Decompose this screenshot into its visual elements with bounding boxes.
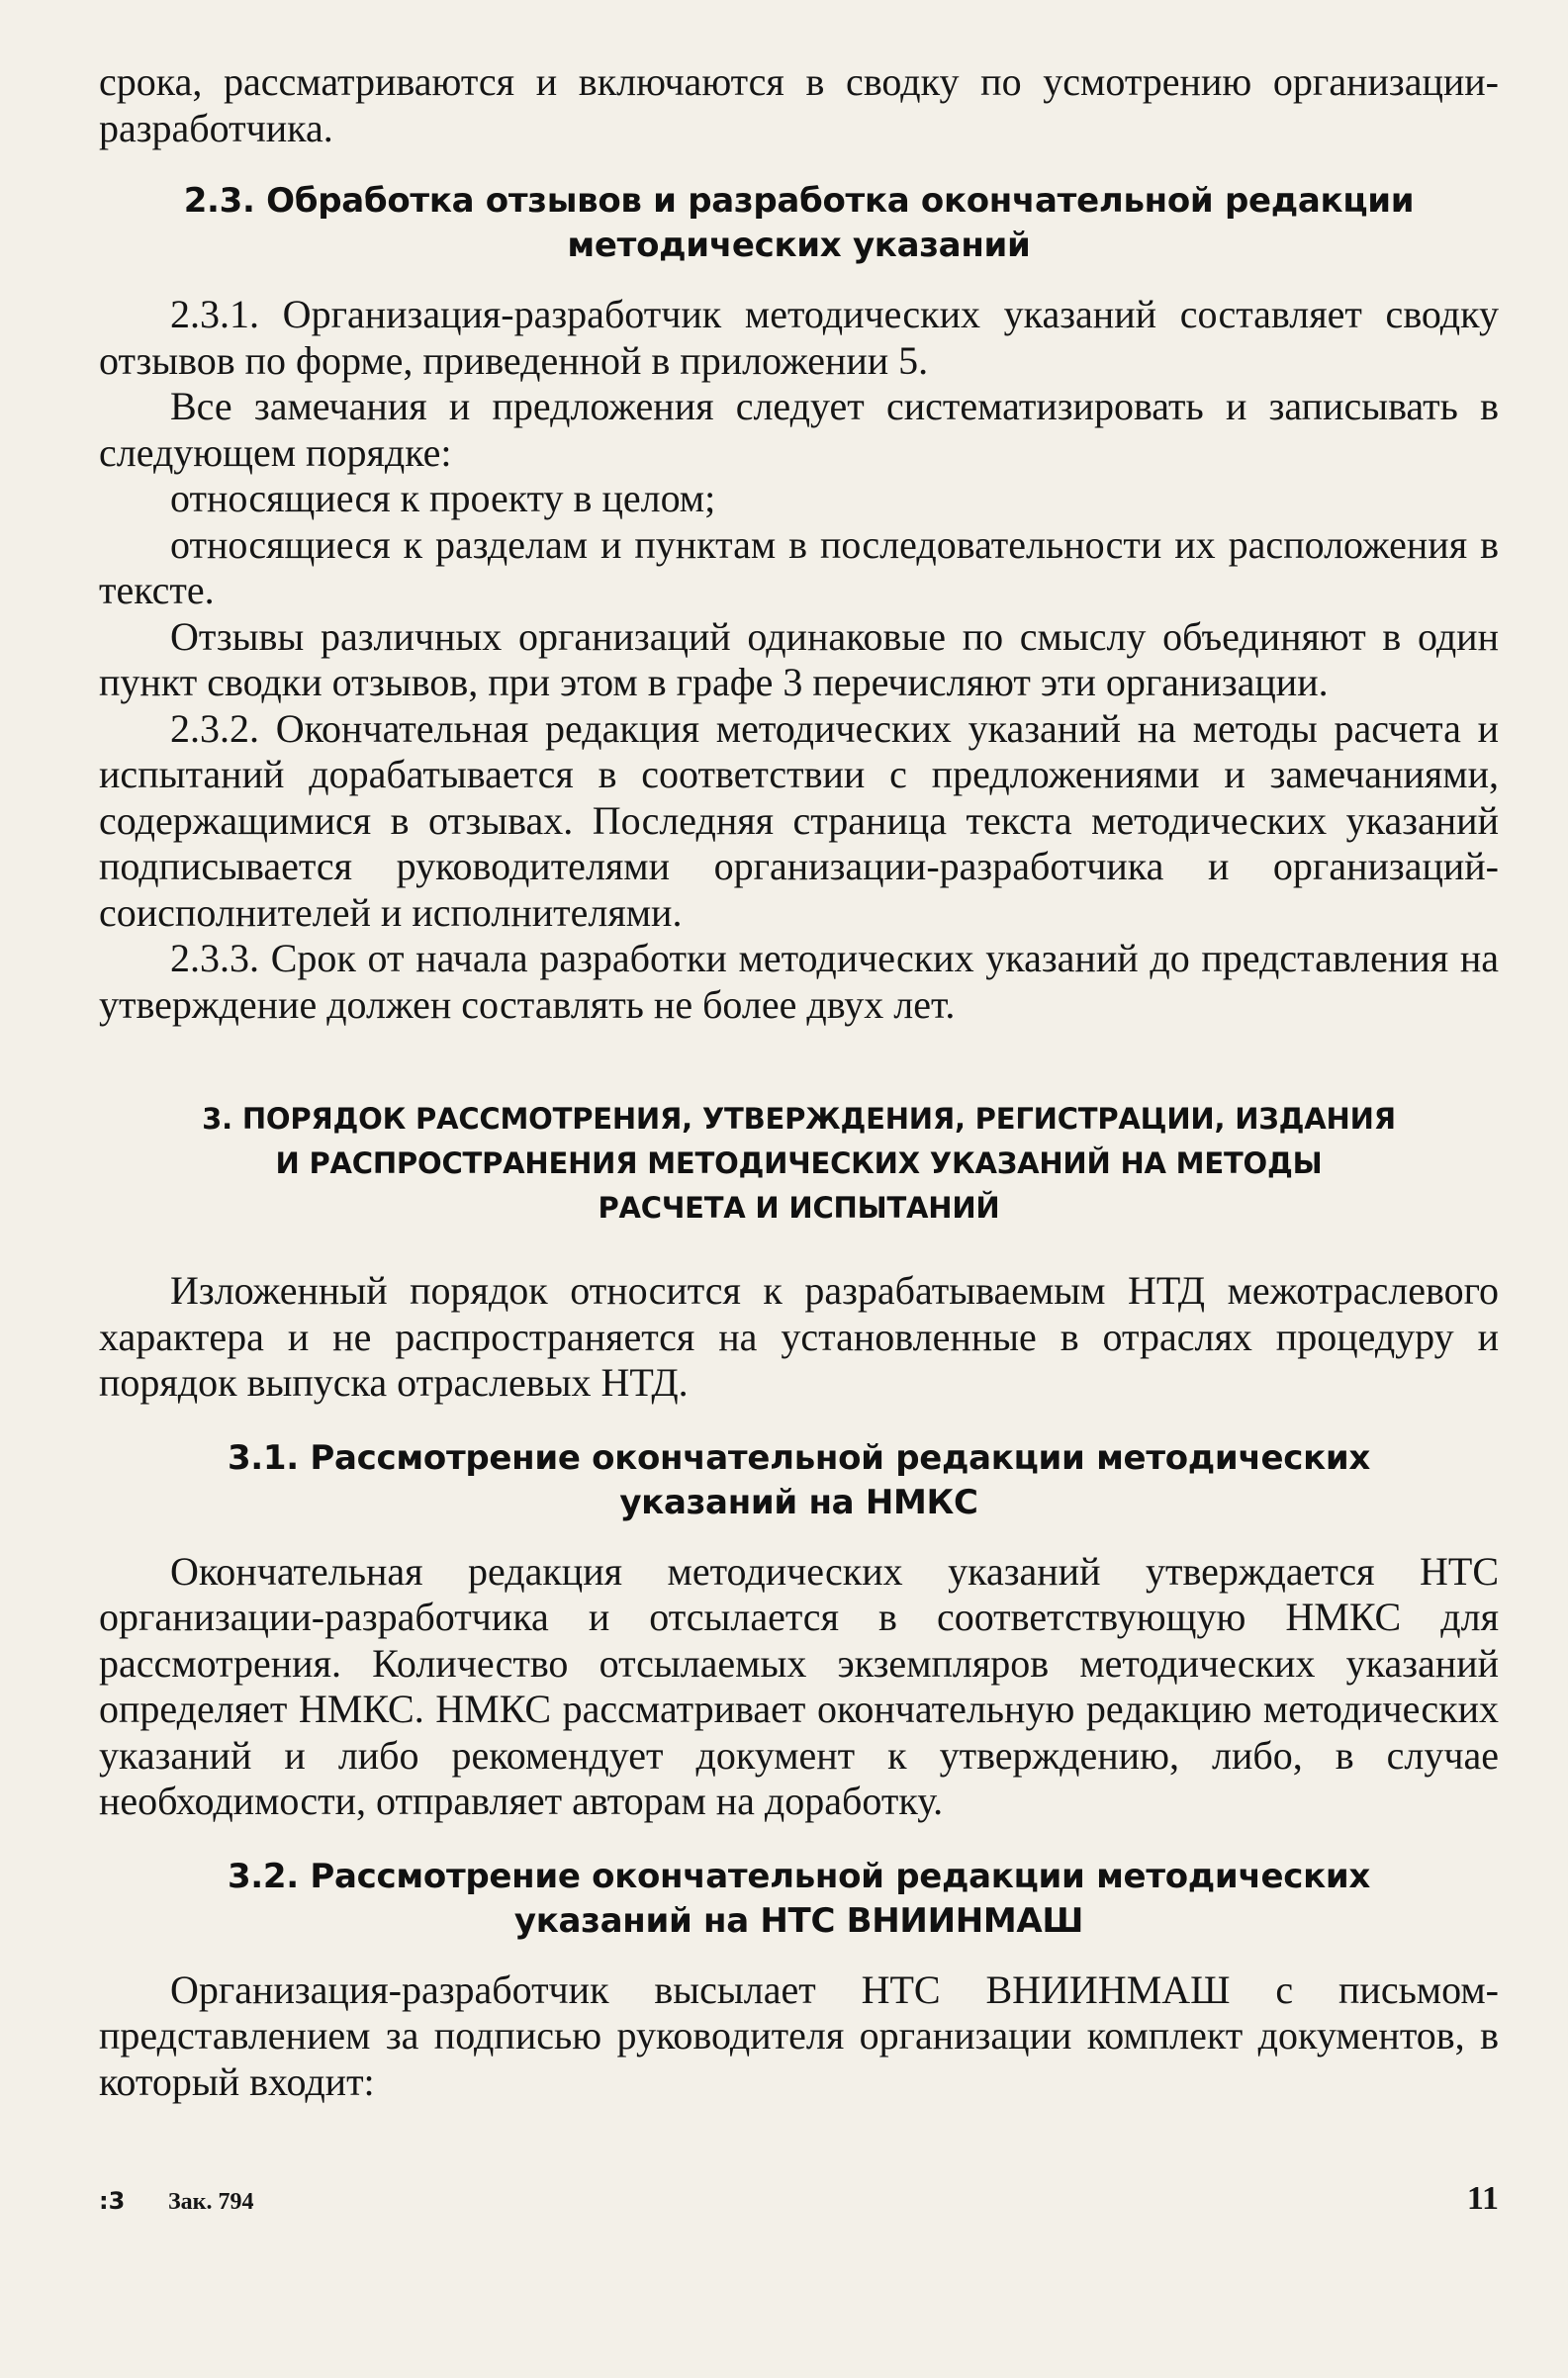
paragraph: Организация-разработчик высылает НТС ВНИИНМАШ с письмом-представлением за подписью руководителя организации комплект документов, в который входит: xyxy=(99,1966,1499,2104)
heading-line: И РАСПРОСТРАНЕНИЯ МЕТОДИЧЕСКИХ УКАЗАНИЙ НА МЕТОДЫ xyxy=(275,1146,1323,1180)
paragraph: Окончательная редакция методических указаний утверждается НТС организации-разработчика и отсылается в соответствующую НМКС для рассмотрения. Количество отсылаемых экземпляров методических указаний определяет НМКС. НМКС рассматривает окончательную редакцию методических указаний и либо рекомендует документ к утверждению, либо, в случае необходимости, отправляет авторам на доработку. xyxy=(99,1548,1499,1823)
page-number: 11 xyxy=(1466,2180,1499,2217)
heading-line: 2.3. Обработка отзывов и разработка окончательной редакции xyxy=(183,181,1415,221)
paragraph: 2.3.3. Срок от начала разработки методических указаний до представления на утверждение должен составлять не более двух лет. xyxy=(99,936,1499,1027)
paragraph: 2.3.1. Организация-разработчик методических указаний составляет сводку отзывов по форме, приведенной в приложении 5. xyxy=(99,292,1499,383)
heading-line: указаний на НМКС xyxy=(619,1482,978,1522)
list-item: относящиеся к проекту в целом; xyxy=(170,476,716,520)
paragraph: Отзывы различных организаций одинаковые по смыслу объединяют в один пункт сводки отзывов, при этом в графе 3 перечисляют эти организации. xyxy=(99,613,1499,704)
paragraph: Изложенный порядок относится к разрабатываемым НТД межотраслевого характера и не распространяется на установленные в отраслях процедуру и порядок выпуска отраслевых НТД. xyxy=(99,1268,1499,1405)
paragraph: Все замечания и предложения следует систематизировать и записывать в следующем порядке: xyxy=(99,384,1499,475)
heading-line: указаний на НТС ВНИИНМАШ xyxy=(513,1900,1084,1941)
page-footer xyxy=(99,2180,1499,2218)
section-3-heading xyxy=(99,1097,1499,1231)
section-2-3-heading xyxy=(99,179,1499,268)
heading-line: РАСЧЕТА И ИСПЫТАНИЙ xyxy=(598,1191,1000,1225)
paragraph: 2.3.2. Окончательная редакция методических указаний на методы расчета и испытаний дорабатывается в соответствии с предложениями и замечаниями, содержащимися в отзывах. Последняя страница текста методических указаний подписывается руководителями организации-разработчика и организаций-соисполнителей и исполнителями. xyxy=(99,705,1499,935)
heading-line: 3.1. Рассмотрение окончательной редакции методических xyxy=(227,1437,1371,1478)
heading-line: 3.2. Рассмотрение окончательной редакции методических xyxy=(227,1856,1371,1896)
order-number: Зак. 794 xyxy=(168,2189,254,2215)
heading-line: методических указаний xyxy=(567,226,1031,265)
signature-mark: :3 xyxy=(99,2187,126,2215)
heading-line: 3. ПОРЯДОК РАССМОТРЕНИЯ, УТВЕРЖДЕНИЯ, РЕГИСТРАЦИИ, ИЗДАНИЯ xyxy=(202,1102,1396,1136)
paragraph-continuation: срока, рассматриваются и включаются в сводку по усмотрению организации-разработчика. xyxy=(99,59,1499,150)
list-item: относящиеся к разделам и пунктам в последовательности их расположения в тексте. xyxy=(99,521,1499,612)
section-3-1-heading xyxy=(99,1436,1499,1525)
section-3-2-heading xyxy=(99,1855,1499,1944)
